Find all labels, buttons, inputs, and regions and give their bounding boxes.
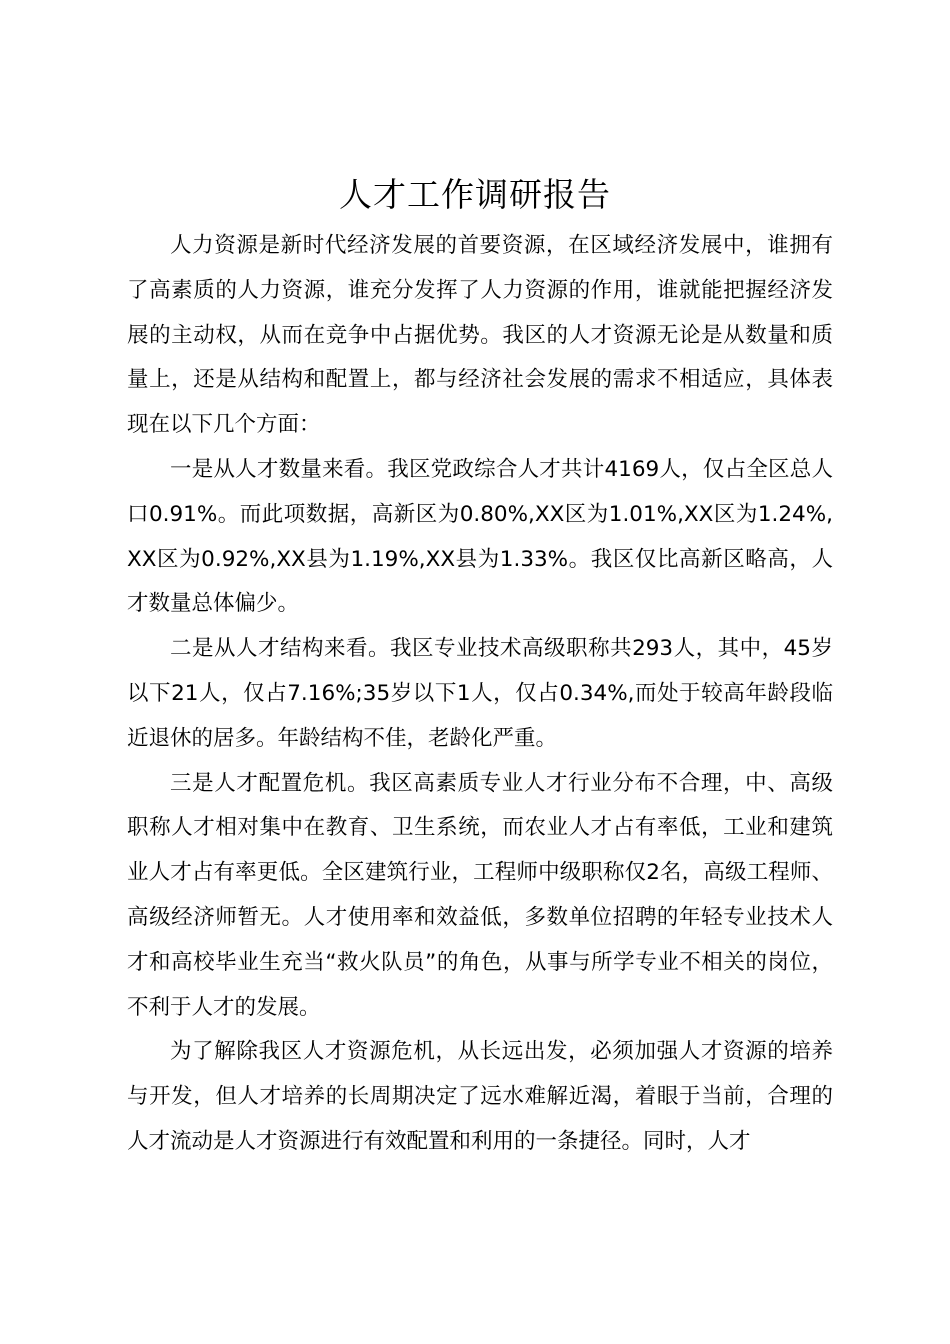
paragraph-talent-quantity: 一是从人才数量来看。我区党政综合人才共计4169人，仅占全区总人口0.91%。而此项数据，高新区为0.80%,XX区为1.01%,XX区为1.24%,XX区为0.92%,XX县为1.19%,XX县为1.33%。我区仅比高新区略高，人才数量总体偏少。 [127, 456, 833, 617]
document-title: 人才工作调研报告 [339, 175, 611, 214]
paragraph-talent-allocation: 三是人才配置危机。我区高素质专业人才行业分布不合理，中、高级职称人才相对集中在教育、卫生系统，而农业人才占有率低，工业和建筑业人才占有率更低。全区建筑行业，工程师中级职称仅2名，高级工程师、高级经济师暂无。人才使用率和效益低，多数单位招聘的年轻专业技术人才和高校毕业生充当“救火队员”的角色，从事与所学专业不相关的岗位，不利于人才的发展。 [127, 770, 833, 1020]
paragraph-talent-structure: 二是从人才结构来看。我区专业技术高级职称共293人，其中，45岁以下21人，仅占7.16%;35岁以下1人，仅占0.34%,而处于较高年龄段临近退休的居多。年龄结构不佳，老龄化严重。 [127, 636, 833, 751]
paragraph-intro: 人力资源是新时代经济发展的首要资源，在区域经济发展中，谁拥有了高素质的人力资源，谁充分发挥了人力资源的作用，谁就能把握经济发展的主动权，从而在竞争中占据优势。我区的人才资源无论是从数量和质量上，还是从结构和配置上，都与经济社会发展的需求不相适应，具体表现在以下几个方面： [127, 233, 833, 438]
document-body [127, 224, 833, 1165]
paragraph-talent-flow: 为了解除我区人才资源危机，从长远出发，必须加强人才资源的培养与开发，但人才培养的长周期决定了远水难解近渴，着眼于当前，合理的人才流动是人才资源进行有效配置和利用的一条捷径。同时，人才 [127, 1039, 833, 1154]
